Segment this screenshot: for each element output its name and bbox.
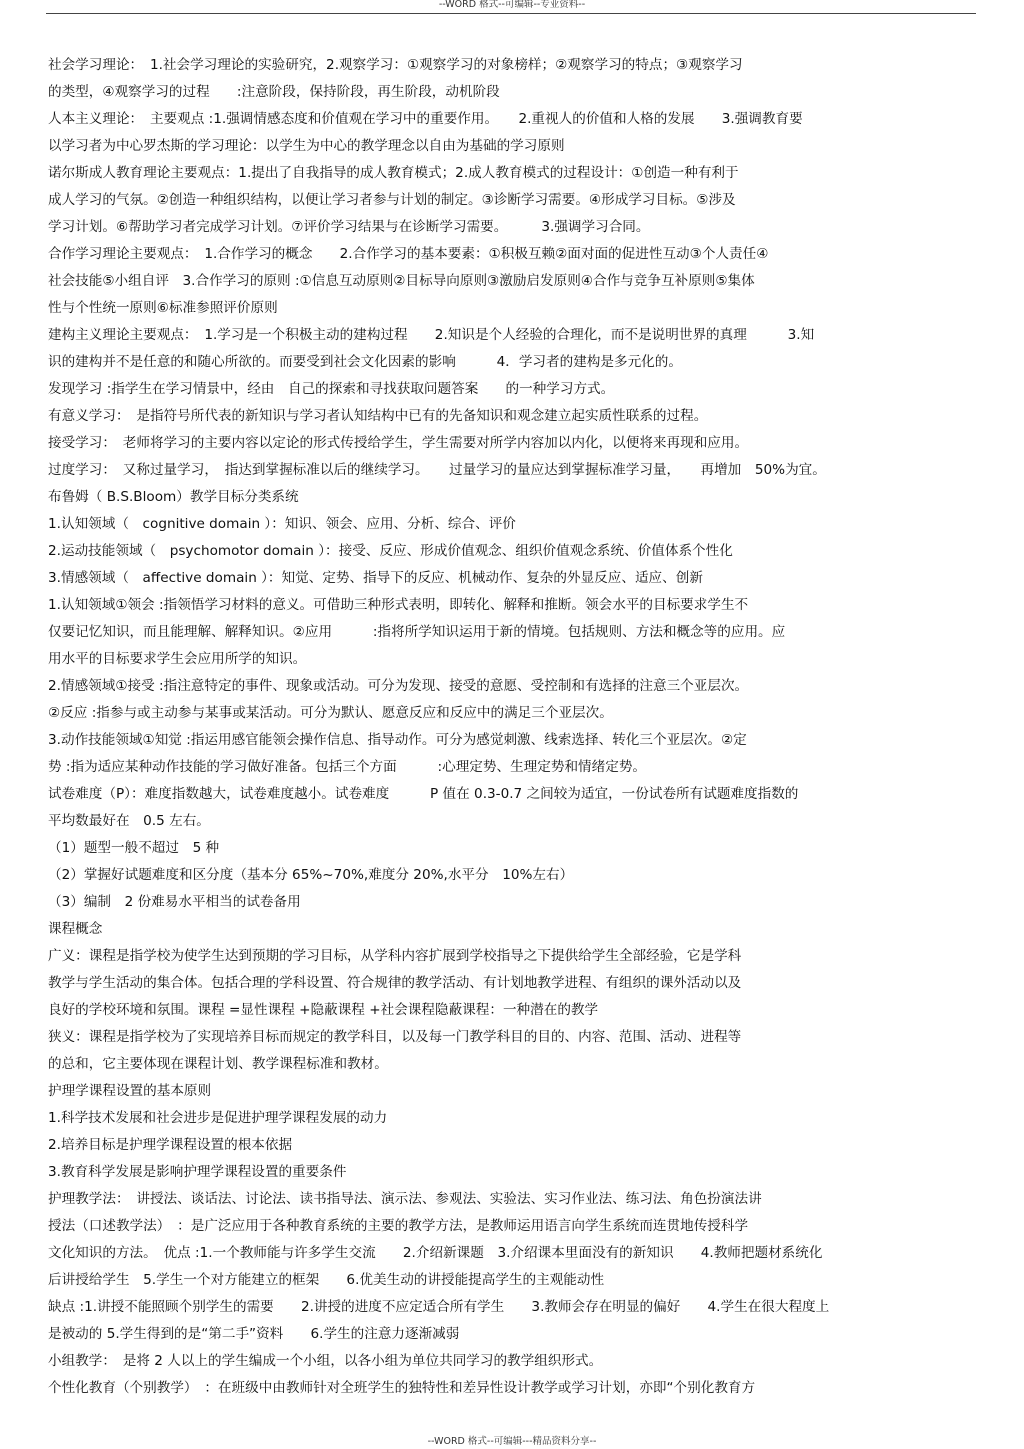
text-line: 过度学习： 又称过量学习， 指达到掌握标准以后的继续学习。 过量学习的量应达到掌握标准学习量， 再增加 50%为宜。 xyxy=(48,462,826,478)
text-line: 诺尔斯成人教育理论主要观点：1.提出了自我指导的成人教育模式；2.成人教育模式的过程设计：①创造一种有利于 xyxy=(48,165,739,181)
text-line: 仅要记忆知识，而且能理解、解释知识。②应用 :指将所学知识运用于新的情境。包括规则、方法和概念等的应用。应 xyxy=(48,624,786,640)
text-line: 1.科学技术发展和社会进步是促进护理学课程发展的动力 xyxy=(48,1110,388,1126)
text-line: 接受学习： 老师将学习的主要内容以定论的形式传授给学生，学生需要对所学内容加以内化，以便将来再现和应用。 xyxy=(48,435,749,451)
text-line: 社会学习理论： 1.社会学习理论的实验研究，2.观察学习：①观察学习的对象榜样；②观察学习的特点；③观察学习 xyxy=(48,57,743,73)
text-line: 授法（口述教学法） ：是广泛应用于各种教育系统的主要的教学方法，是教师运用语言向学生系统而连贯地传授科学 xyxy=(48,1218,749,1234)
text-line: 以学习者为中心罗杰斯的学习理论：以学生为中心的教学理念以自由为基础的学习原则 xyxy=(48,138,565,154)
text-line: 1.认知领域①领会 :指领悟学习材料的意义。可借助三种形式表明，即转化、解释和推断。领会水平的目标要求学生不 xyxy=(48,597,749,613)
text-line: 成人学习的气氛。②创造一种组织结构，以便让学习者参与计划的制定。③诊断学习需要。④形成学习目标。⑤涉及 xyxy=(48,192,736,208)
text-line: 人本主义理论： 主要观点 :1.强调情感态度和价值观在学习中的重要作用。 2.重视人的价值和人格的发展 3.强调教育要 xyxy=(48,111,803,127)
text-line: 势 :指为适应某种动作技能的学习做好准备。包括三个方面 :心理定势、生理定势和情绪定势。 xyxy=(48,759,647,775)
text-line: 课程概念 xyxy=(48,921,103,937)
text-line: 小组教学： 是将 2 人以上的学生编成一个小组，以各小组为单位共同学习的教学组织形式。 xyxy=(48,1353,603,1369)
text-line: 有意义学习： 是指符号所代表的新知识与学习者认知结构中已有的先备知识和观念建立起实质性联系的过程。 xyxy=(48,408,708,424)
text-line: 护理学课程设置的基本原则 xyxy=(48,1083,212,1099)
text-line: 发现学习 :指学生在学习情景中，经由 自己的探索和寻找获取问题答案 的一种学习方式。 xyxy=(48,381,615,397)
text-line: ②反应 :指参与或主动参与某事或某活动。可分为默认、愿意反应和反应中的满足三个亚层次。 xyxy=(48,705,613,721)
text-line: 后讲授给学生 5.学生一个对方能建立的框架 6.优美生动的讲授能提高学生的主观能动性 xyxy=(48,1272,605,1288)
text-line: 缺点 :1.讲授不能照顾个别学生的需要 2.讲授的进度不应定适合所有学生 3.教师会存在明显的偏好 4.学生在很大程度上 xyxy=(48,1299,830,1315)
text-line: 狭义：课程是指学校为了实现培养目标而规定的教学科目，以及每一门教学科目的目的、内容、范围、活动、进程等 xyxy=(48,1029,742,1045)
page-footer: --WORD 格式--可编辑---精品资料分享-- xyxy=(427,1436,597,1447)
text-line: 个性化教育（个别教学） ：在班级中由教师针对全班学生的独特性和差异性设计教学或学习计划，亦即“个别化教育方 xyxy=(48,1380,756,1396)
text-line: 用水平的目标要求学生会应用所学的知识。 xyxy=(48,651,307,667)
text-line: 文化知识的方法。 优点 :1.一个教师能与许多学生交流 2.介绍新课题 3.介绍课本里面没有的新知识 4.教师把题材系统化 xyxy=(48,1245,823,1261)
text-line: 2.情感领域①接受 :指注意特定的事件、现象或活动。可分为发现、接受的意愿、受控制和有选择的注意三个亚层次。 xyxy=(48,678,749,694)
text-line: 2.运动技能领域（ psychomotor domain ）：接受、反应、形成价值观念、组织价值观念系统、价值体系个性化 xyxy=(48,543,733,559)
text-line: 学习计划。⑥帮助学习者完成学习计划。⑦评价学习结果与在诊断学习需要。 3.强调学习合同。 xyxy=(48,219,650,235)
document-body xyxy=(48,52,978,1402)
text-line: 3.教育科学发展是影响护理学课程设置的重要条件 xyxy=(48,1164,347,1180)
text-line: 2.培养目标是护理学课程设置的根本依据 xyxy=(48,1137,293,1153)
text-line: 识的建构并不是任意的和随心所欲的。而要受到社会文化因素的影响 4．学习者的建构是多元化的。 xyxy=(48,354,682,370)
text-line: 护理教学法： 讲授法、谈话法、讨论法、读书指导法、演示法、参观法、实验法、实习作业法、练习法、角色扮演法讲 xyxy=(48,1191,762,1207)
text-line: 1.认知领域（ cognitive domain ）：知识、领会、应用、分析、综合、评价 xyxy=(48,516,516,532)
text-line: 的总和，它主要体现在课程计划、教学课程标准和教材。 xyxy=(48,1056,388,1072)
text-line: 社会技能⑤小组自评 3.合作学习的原则 :①信息互动原则②目标导向原则③激励启发原则④合作与竞争互补原则⑤集体 xyxy=(48,273,755,289)
header-divider xyxy=(46,13,976,14)
text-line: 3.动作技能领域①知觉 :指运用感官能领会操作信息、指导动作。可分为感觉刺激、线索选择、转化三个亚层次。②定 xyxy=(48,732,747,748)
text-line: 的类型，④观察学习的过程 :注意阶段，保持阶段，再生阶段，动机阶段 xyxy=(48,84,500,100)
page-header: --WORD 格式--可编辑--专业资料-- xyxy=(438,0,586,10)
text-line: 是被动的 5.学生得到的是“第二手”资料 6.学生的注意力逐渐减弱 xyxy=(48,1326,460,1342)
text-line: 教学与学生活动的集合体。包括合理的学科设置、符合规律的教学活动、有计划地教学进程、有组织的课外活动以及 xyxy=(48,975,742,991)
text-line: 试卷难度（P）：难度指数越大，试卷难度越小。试卷难度 P 值在 0.3-0.7 之间较为适宜，一份试卷所有试题难度指数的 xyxy=(48,786,799,802)
text-line: 广义：课程是指学校为使学生达到预期的学习目标，从学科内容扩展到学校指导之下提供给学生全部经验，它是学科 xyxy=(48,948,742,964)
text-line: 性与个性统一原则⑥标准参照评价原则 xyxy=(48,300,278,316)
text-line: 3.情感领域（ affective domain ）：知觉、定势、指导下的反应、机械动作、复杂的外显反应、适应、创新 xyxy=(48,570,703,586)
text-line: （3）编制 2 份难易水平相当的试卷备用 xyxy=(48,894,301,910)
text-line: 布鲁姆（ B.S.Bloom）教学目标分类系统 xyxy=(48,489,299,505)
text-line: 建构主义理论主要观点： 1.学习是一个积极主动的建构过程 2.知识是个人经验的合理化，而不是说明世界的真理 3.知 xyxy=(48,327,815,343)
text-line: （1）题型一般不超过 5 种 xyxy=(48,840,220,856)
text-line: （2）掌握好试题难度和区分度（基本分 65%~70%,难度分 20%,水平分 10%左右） xyxy=(48,867,574,883)
text-line: 良好的学校环境和氛围。课程 =显性课程 +隐蔽课程 +社会课程隐蔽课程：一种潜在的教学 xyxy=(48,1002,599,1018)
text-line: 平均数最好在 0.5 左右。 xyxy=(48,813,210,829)
text-line: 合作学习理论主要观点： 1.合作学习的概念 2.合作学习的基本要素：①积极互赖②面对面的促进性互动③个人责任④ xyxy=(48,246,769,262)
